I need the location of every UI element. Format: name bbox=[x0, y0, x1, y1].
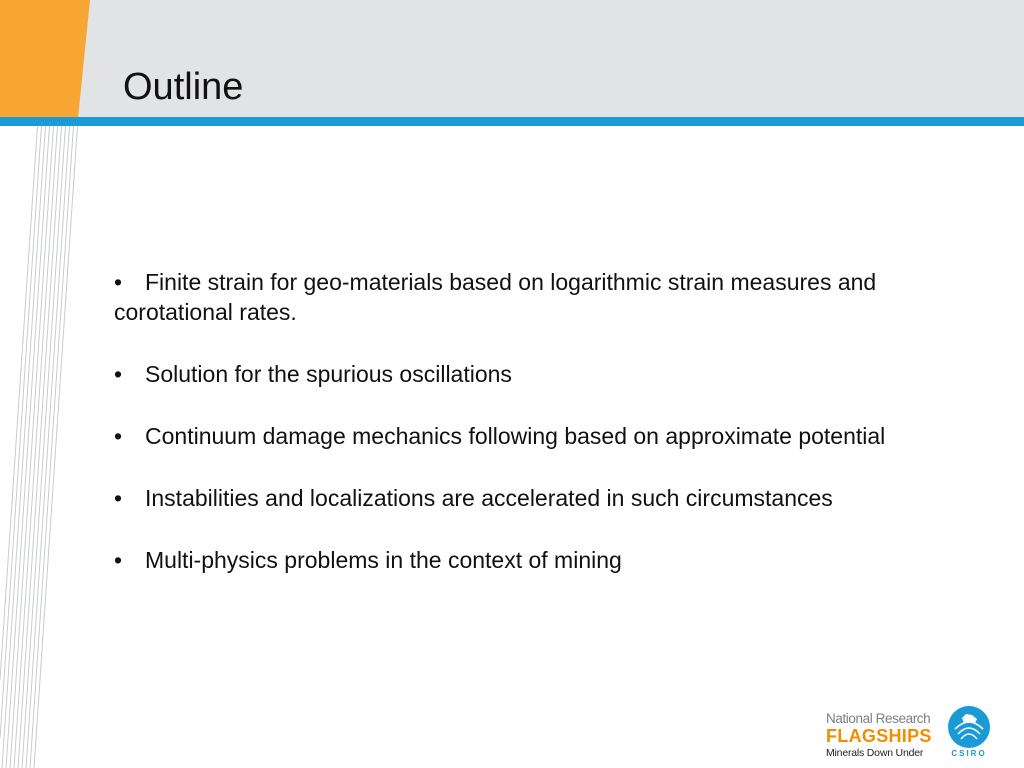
bullet-item bbox=[114, 421, 924, 451]
bullet-text: Continuum damage mechanics following based on approximate potential bbox=[145, 423, 886, 449]
bullet-icon: • bbox=[114, 423, 123, 449]
bullet-text: Finite strain for geo-materials based on logarithmic strain measures and corotational rates. bbox=[114, 269, 877, 325]
bullet-icon: • bbox=[114, 485, 123, 511]
bullet-item bbox=[114, 267, 924, 327]
csiro-wordmark: CSIRO bbox=[951, 749, 987, 758]
bullet-item bbox=[114, 545, 924, 575]
bullet-icon: • bbox=[114, 269, 123, 295]
bullet-text: Solution for the spurious oscillations bbox=[145, 361, 512, 387]
slide-title: Outline bbox=[123, 66, 244, 108]
bullet-icon: • bbox=[114, 361, 123, 387]
bullet-item bbox=[114, 483, 924, 513]
bullet-icon: • bbox=[114, 547, 123, 573]
bullet-list bbox=[114, 267, 924, 607]
bullet-item bbox=[114, 359, 924, 389]
bullet-text: Instabilities and localizations are accelerated in such circumstances bbox=[145, 485, 833, 511]
bullet-text: Multi-physics problems in the context of mining bbox=[145, 547, 622, 573]
csiro-logo-icon bbox=[947, 705, 991, 749]
logo-minerals-down-under: Minerals Down Under bbox=[826, 747, 924, 759]
header-accent-line bbox=[0, 117, 1024, 126]
flagships-logo bbox=[822, 705, 1002, 763]
logo-flagships: FLAGSHIPS bbox=[826, 726, 932, 746]
logo-national-research: National Research bbox=[826, 711, 931, 726]
decorative-stripes bbox=[0, 0, 100, 768]
